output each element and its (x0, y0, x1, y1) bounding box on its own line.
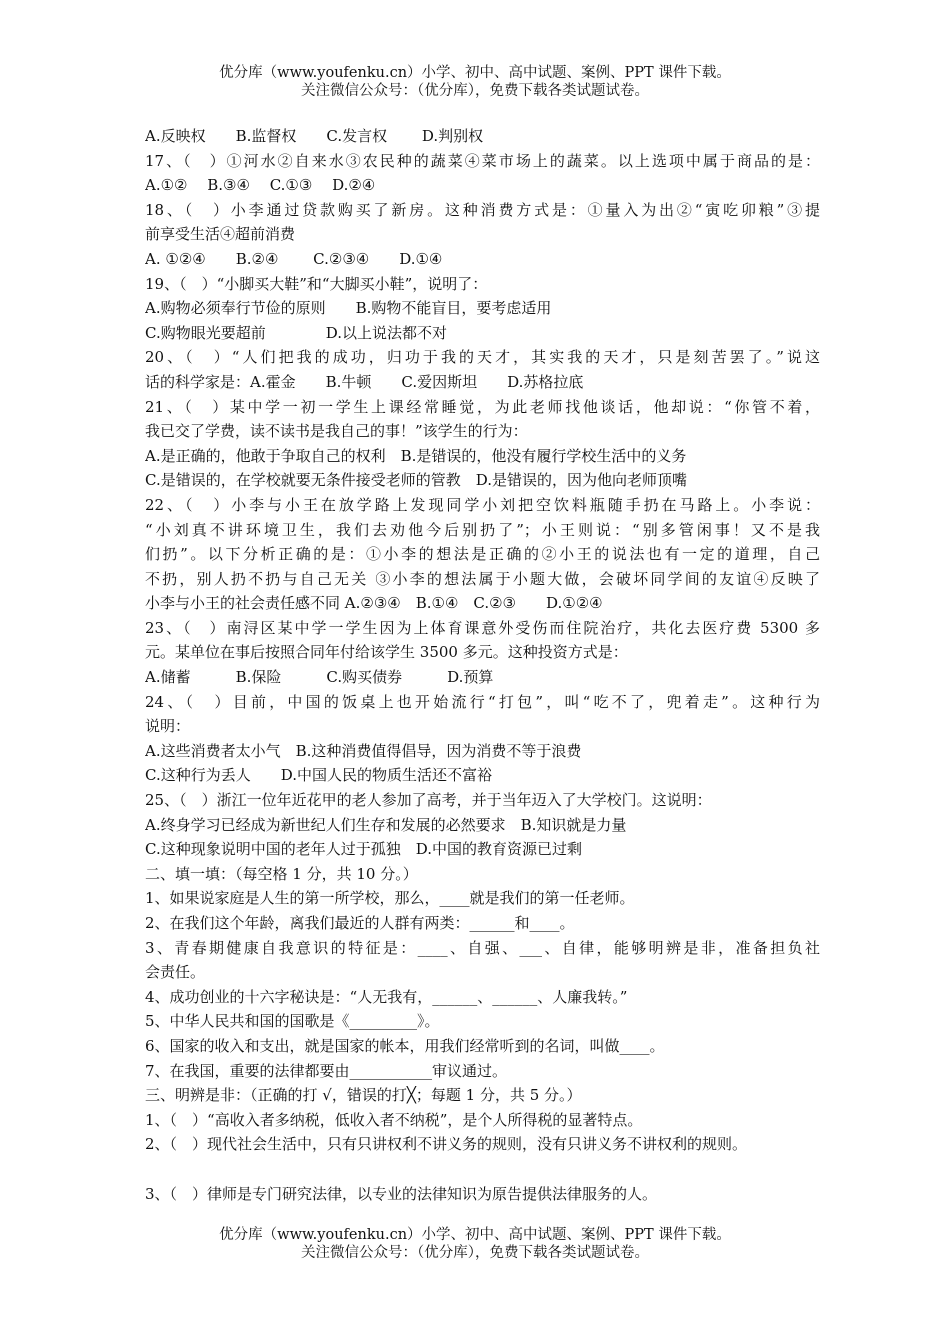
fill-2: 2、在我们这个年龄，离我们最近的人群有两类：______和____。 (145, 914, 575, 932)
q24-stem: 24、（ ）目前，中国的饭桌上也开始流行“打包”，叫“吃不了，兜着走”。这种行为 (145, 692, 820, 711)
q21-options-ab: A.是正确的，他敢于争取自己的权利 B.是错误的，他没有履行学校生活中的义务 (145, 446, 687, 465)
fill-6: 6、国家的收入和支出，就是国家的帐本，用我们经常听到的名词，叫做____。 (145, 1036, 665, 1055)
section-2-heading: 二、填一填：（每空格 1 分，共 10 分。） (145, 864, 418, 883)
q25-options-ab: A.终身学习已经成为新世纪人们生存和发展的必然要求 B.知识就是力量 (145, 815, 627, 834)
q25-stem: 25、（ ）浙江一位年近花甲的老人参加了高考，并于当年迈入了大学校门。这说明： (145, 791, 712, 810)
q18-stem-cont: 前享受生活④超前消费 (145, 225, 296, 244)
fill-4: 4、成功创业的十六字秘诀是：“人无我有，______、______、人廉我转。” (145, 987, 628, 1006)
q23-stem-cont: 元。某单位在事后按照合同年付给该学生 3500 多元。这种投资方式是： (145, 643, 628, 662)
judge-3: 3、（ ）律师是专门研究法律，以专业的法律知识为原告提供法律服务的人。 (145, 1184, 658, 1203)
exam-content (145, 124, 820, 1206)
judge-1: 1、（ ）“高收入者多纳税，低收入者不纳税”，是个人所得税的显著特点。 (145, 1110, 643, 1129)
q21-options-cd: C.是错误的，在学校就要无条件接受老师的管教 D.是错误的，因为他向老师顶嘴 (145, 471, 687, 490)
footer-site-line: 优分库（www.youfenku.cn）小学、初中、高中试题、案例、PPT 课件下载。 (219, 1227, 731, 1243)
q18-options: A. ①②④ B.②④ C.②③④ D.①④ (145, 249, 443, 268)
q19-stem: 19、（ ）“小脚买大鞋”和“大脚买小鞋”，说明了： (145, 274, 488, 293)
q24-options-cd: C.这种行为丢人 D.中国人民的物质生活还不富裕 (145, 766, 492, 785)
q21-stem: 21、（ ）某中学一初一学生上课经常睡觉，为此老师找他谈话，他却说：“你管不着， (145, 397, 820, 416)
page-footer (0, 1226, 950, 1262)
q25-options-cd: C.这种现象说明中国的老年人过于孤独 D.中国的教育资源已过剩 (145, 840, 582, 859)
page-header (0, 64, 950, 100)
judge-2: 2、（ ）现代社会生活中，只有只讲权利不讲义务的规则，没有只讲义务不讲权利的规则。 (145, 1135, 748, 1154)
q22-options: 小李与小王的社会责任感不同 A.②③④ B.①④ C.②③ D.①②④ (145, 594, 603, 613)
q17-options: A.①② B.③④ C.①③ D.②④ (145, 176, 376, 195)
q17-stem: 17、（ ）①河水②自来水③农民种的蔬菜④菜市场上的蔬菜。以上选项中属于商品的是： (145, 151, 820, 170)
header-site-line: 优分库（www.youfenku.cn）小学、初中、高中试题、案例、PPT 课件下载。 (219, 65, 731, 81)
q18-stem: 18、（ ）小李通过贷款购买了新房。这种消费方式是：①量入为出②“寅吃卯粮”③提 (145, 200, 820, 219)
q19-options-ab: A.购物必须奉行节俭的原则 B.购物不能盲目，要考虑适用 (145, 299, 552, 318)
footer-wechat-line: 关注微信公众号：（优分库），免费下载各类试题试卷。 (301, 1245, 649, 1261)
q24-options-ab: A.这些消费者太小气 B.这种消费值得倡导，因为消费不等于浪费 (145, 741, 582, 760)
q20-stem: 20、（ ）“人们把我的成功，归功于我的天才，其实我的天才，只是刻苦罢了。”说这 (145, 348, 820, 367)
q19-options-cd: C.购物眼光要超前 D.以上说法都不对 (145, 323, 447, 342)
q22-stem-cont-1: “小刘真不讲环境卫生，我们去劝他今后别扔了”；小王则说：“别多管闲事！又不是我 (145, 520, 820, 539)
q24-stem-cont: 说明： (145, 717, 191, 736)
q23-options: A.储蓄 B.保险 C.购买债券 D.预算 (145, 668, 494, 687)
fill-7: 7、在我国，重要的法律都要由___________审议通过。 (145, 1061, 508, 1080)
q22-stem-cont-2: 们扔”。以下分析正确的是：①小李的想法是正确的②小王的说法也有一定的道理，自己 (145, 545, 820, 564)
fill-1: 1、如果说家庭是人生的第一所学校，那么，____就是我们的第一任老师。 (145, 889, 635, 908)
q22-stem-cont-3: 不扔，别人扔不扔与自己无关 ③小李的想法属于小题大做，会破坏同学间的友谊④反映了 (145, 569, 820, 588)
q21-stem-cont: 我已交了学费，读不读书是我自己的事！”该学生的行为： (145, 422, 528, 441)
q16-options: A.反映权 B.监督权 C.发言权 D.判别权 (145, 127, 484, 145)
fill-3: 3、青春期健康自我意识的特征是：____、自强、___、自律，能够明辨是非，准备担负社 (145, 938, 820, 957)
q22-stem: 22、（ ）小李与小王在放学路上发现同学小刘把空饮料瓶随手扔在马路上。小李说： (145, 495, 820, 514)
q20-options: 话的科学家是：A.霍金 B.牛顿 C.爱因斯坦 D.苏格拉底 (145, 372, 584, 391)
blank-line (145, 1157, 820, 1182)
q23-stem: 23、（ ）南浔区某中学一学生因为上体育课意外受伤而住院治疗，共化去医疗费 5300 多 (145, 618, 820, 637)
section-3-heading: 三、明辨是非：（正确的打 √，错误的打╳；每题 1 分，共 5 分。） (145, 1086, 582, 1105)
header-wechat-line: 关注微信公众号：（优分库），免费下载各类试题试卷。 (301, 83, 649, 99)
fill-3-cont: 会责任。 (145, 963, 206, 982)
fill-5: 5、中华人民共和国的国歌是《_________》。 (145, 1012, 440, 1031)
